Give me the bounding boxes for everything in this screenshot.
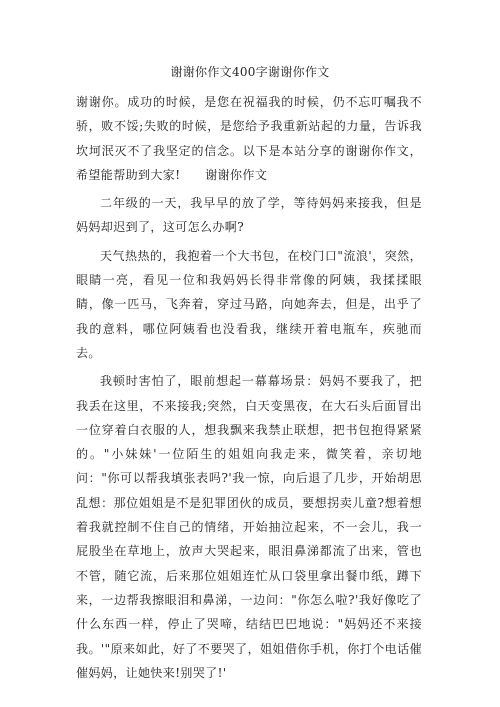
document-body bbox=[76, 90, 422, 685]
document-title: 谢谢你作文400字谢谢你作文 bbox=[170, 65, 330, 79]
body-paragraph: 我顿时害怕了，眼前想起一幕幕场景：妈妈不要我了，把我丢在这里，不来接我;突然，白天变黑夜，在大石头后面冒出一位穿着白衣服的人，想我飘来我禁止联想，把书包抱得紧紧的。"小妹妹'一位陌生的姐姐向我走来，微笑着，亲切地问："你可以帮我填张表吗?'我一惊，向后退了几步，开始胡思乱想：那位姐姐是不是犯罪团伙的成员，要想拐卖儿童?想着想着我就控制不住自己的情绪，开始抽泣起来，不一会儿，我一屁股坐在草地上，放声大哭起来，眼泪鼻涕都流了出来，管也不管，随它流，后来那位姐姐连忙从口袋里拿出餐巾纸，蹲下来，一边帮我擦眼泪和鼻涕，一边问："你怎么啦?'我好像吃了什么东西一样，停止了哭啼，结结巴巴地说："妈妈还不来接我。'"原来如此，好了不要哭了，姐姐借你手机，你打个电话催催妈妈，让她快来!别哭了!' bbox=[76, 374, 422, 680]
intro-paragraph: 谢谢你。成功的时候，是您在祝福我的时候，仍不忘叮嘱我不骄，败不馁;失败的时候，是您给予我重新站起的力量，告诉我坎坷泯灭不了我坚定的信念。以下是本站分享的谢谢你作文，希望能帮助到大家! 谢谢你作文 bbox=[76, 95, 422, 182]
body-paragraph: 二年级的一天，我早早的放了学，等待妈妈来接我，但是妈妈却迟到了，这可怎么办啊? bbox=[76, 196, 422, 235]
body-paragraph: 天气热热的，我抱着一个大书包，在校门口"流浪'，突然，眼睛一亮，看见一位和我妈妈长得非常像的阿姨，我揉揉眼睛，像一匹马，飞奔着，穿过马路，向她奔去，但是，出乎了我的意料，哪位阿姨看也没看我，继续开着电瓶车，疾驰而去。 bbox=[76, 248, 422, 360]
